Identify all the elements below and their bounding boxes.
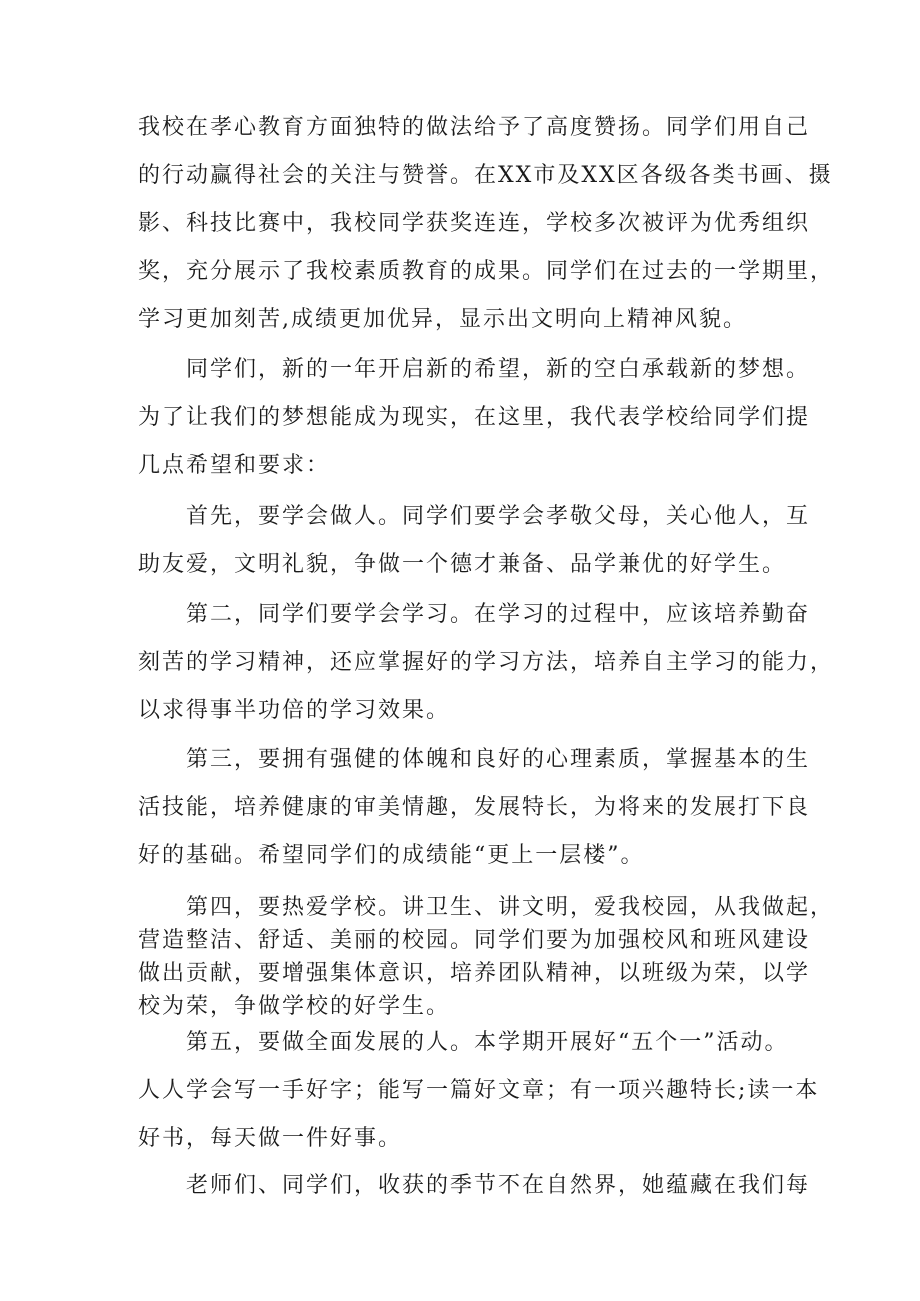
text-line: 助友爱，文明礼貌，争做一个德才兼备、品学兼优的好学生。 <box>138 552 787 577</box>
text-line: 影、科技比赛中，我校同学获奖连连，学校多次被评为优秀组织 <box>138 211 811 236</box>
paragraph-first-point <box>138 493 811 589</box>
text-line: 老师们、同学们，收获的季节不在自然界，她蕴藏在我们每 <box>186 1173 811 1198</box>
text-line: 做出贡献，要增强集体意识，培养团队精神，以班级为荣，以学 <box>138 961 811 986</box>
paragraph-achievements <box>138 104 835 344</box>
paragraph-fifth-point <box>138 1019 820 1163</box>
text-line: 的行动赢得社会的关注与赞誉。在XX市及XX区各级各类书画、摄 <box>138 163 833 188</box>
text-line: 活技能，培养健康的审美情趣，发展特长，为将来的发展打下良 <box>138 795 811 820</box>
text-line: 刻苦的学习精神，还应掌握好的学习方法，培养自主学习的能力， <box>138 650 835 675</box>
text-line: 第三，要拥有强健的体魄和良好的心理素质，掌握基本的生 <box>186 747 811 772</box>
text-line: 营造整洁、舒适、美丽的校园。同学们要为加强校风和班风建设 <box>138 928 811 953</box>
text-line: 校为荣，争做学校的好学生。 <box>138 994 451 1019</box>
text-line: 为了让我们的梦想能成为现实，在这里，我代表学校给同学们提 <box>138 405 811 430</box>
text-line: 以求得事半功倍的学习效果。 <box>138 698 451 723</box>
paragraph-third-point <box>138 736 811 880</box>
paragraph-closing <box>138 1162 811 1210</box>
text-line: 学习更加刻苦,成绩更加优异，显示出文明向上精神风貌。 <box>138 307 747 332</box>
paragraph-new-year-hopes <box>138 346 811 490</box>
text-line: 我校在孝心教育方面独特的做法给予了高度赞扬。同学们用自己 <box>138 115 811 140</box>
text-line: 第五，要做全面发展的人。本学期开展好“五个一”活动。 <box>186 1030 789 1055</box>
text-line: 人人学会写一手好字；能写一篇好文章；有一项兴趣特长;读一本 <box>138 1078 820 1103</box>
text-line: 第四，要热爱学校。讲卫生、讲文明，爱我校园，从我做起， <box>186 895 835 920</box>
text-line: 好的基础。希望同学们的成绩能“更上一层楼”。 <box>138 843 645 868</box>
text-line: 好书，每天做一件好事。 <box>138 1126 403 1151</box>
text-line: 奖，充分展示了我校素质教育的成果。同学们在过去的一学期里， <box>138 259 835 284</box>
text-line: 第二，同学们要学会学习。在学习的过程中，应该培养勤奋 <box>186 602 811 627</box>
paragraph-second-point <box>138 591 835 735</box>
text-line: 首先，要学会做人。同学们要学会孝敬父母，关心他人，互 <box>186 504 811 529</box>
text-line: 同学们，新的一年开启新的希望，新的空白承载新的梦想。 <box>186 357 811 382</box>
paragraph-fourth-point <box>138 891 835 1023</box>
text-line: 几点希望和要求： <box>138 453 331 478</box>
